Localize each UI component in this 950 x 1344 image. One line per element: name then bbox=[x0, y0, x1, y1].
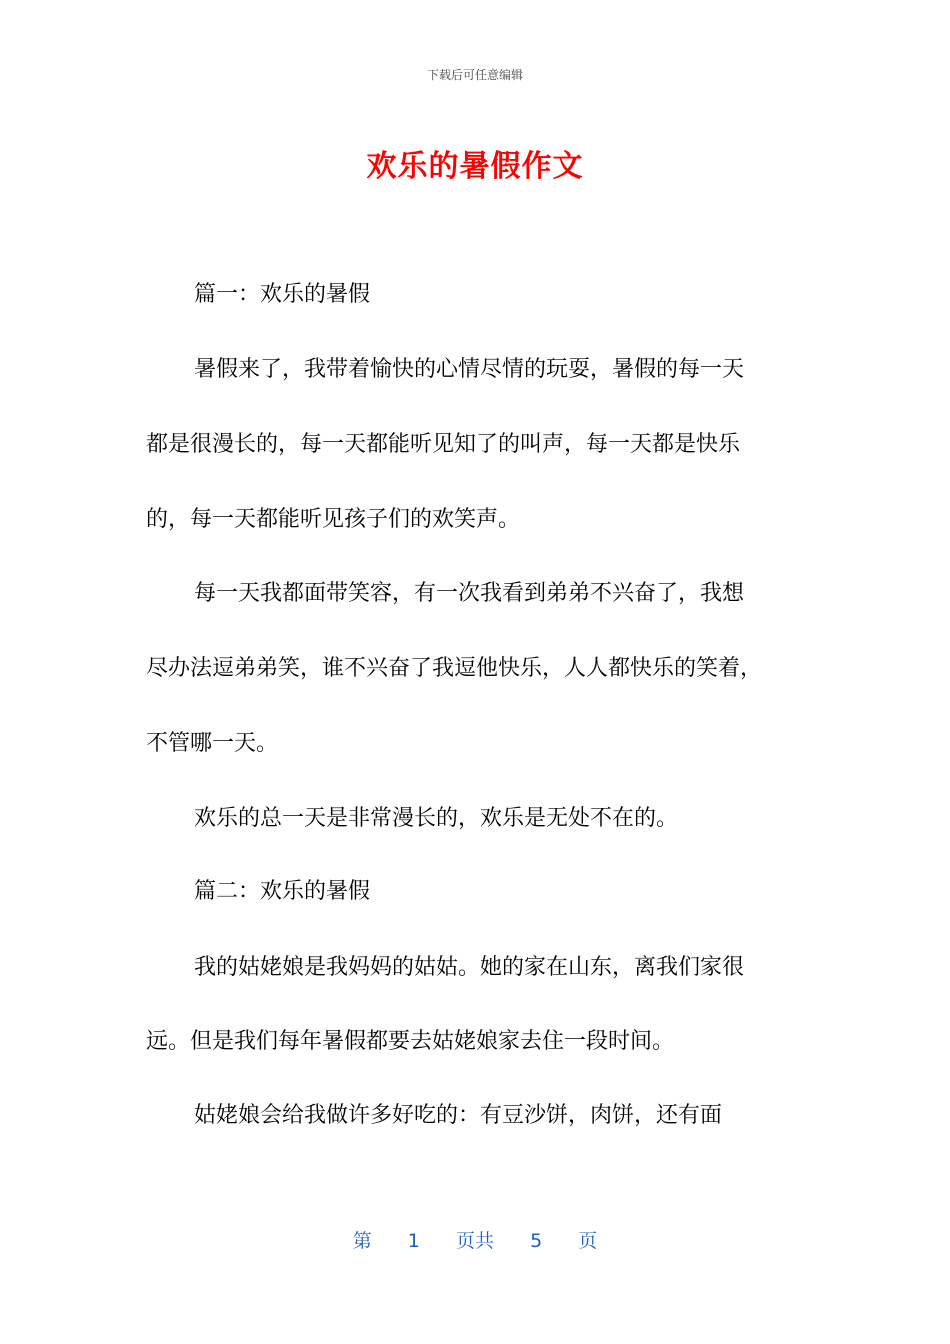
footer-page-number: 1 bbox=[407, 1230, 420, 1252]
footer-total-pages: 5 bbox=[530, 1230, 543, 1252]
body-line: 欢乐的总一天是非常漫长的，欢乐是无处不在的。 bbox=[194, 806, 679, 831]
body-line: 姑姥娘会给我做许多好吃的：有豆沙饼，肉饼，还有面 bbox=[194, 1103, 723, 1128]
footer-suffix: 页 bbox=[578, 1230, 598, 1252]
body-line: 的，每一天都能听见孩子们的欢笑声。 bbox=[146, 507, 521, 532]
body-line: 篇二：欢乐的暑假 bbox=[194, 879, 371, 904]
body-line: 暑假来了，我带着愉快的心情尽情的玩耍，暑假的每一天 bbox=[194, 357, 745, 382]
body-line: 每一天我都面带笑容，有一次我看到弟弟不兴奋了，我想 bbox=[194, 581, 745, 606]
body-line: 篇一：欢乐的暑假 bbox=[194, 282, 371, 307]
body-line: 不管哪一天。 bbox=[146, 731, 279, 756]
footer-prefix: 第 bbox=[352, 1230, 372, 1252]
header-note: 下载后可任意编辑 bbox=[426, 68, 523, 82]
body-line: 尽办法逗弟弟笑，谁不兴奋了我逗他快乐，人人都快乐的笑着， bbox=[146, 656, 763, 681]
page-footer bbox=[0, 1226, 950, 1253]
document-title: 欢乐的暑假作文 bbox=[366, 149, 584, 184]
footer-middle: 页共 bbox=[455, 1230, 494, 1252]
body-line: 我的姑姥娘是我妈妈的姑姑。她的家在山东，离我们家很 bbox=[194, 955, 745, 980]
body-line: 远。但是我们每年暑假都要去姑姥娘家去住一段时间。 bbox=[146, 1029, 675, 1054]
body-line: 都是很漫长的，每一天都能听见知了的叫声，每一天都是快乐 bbox=[146, 432, 741, 457]
